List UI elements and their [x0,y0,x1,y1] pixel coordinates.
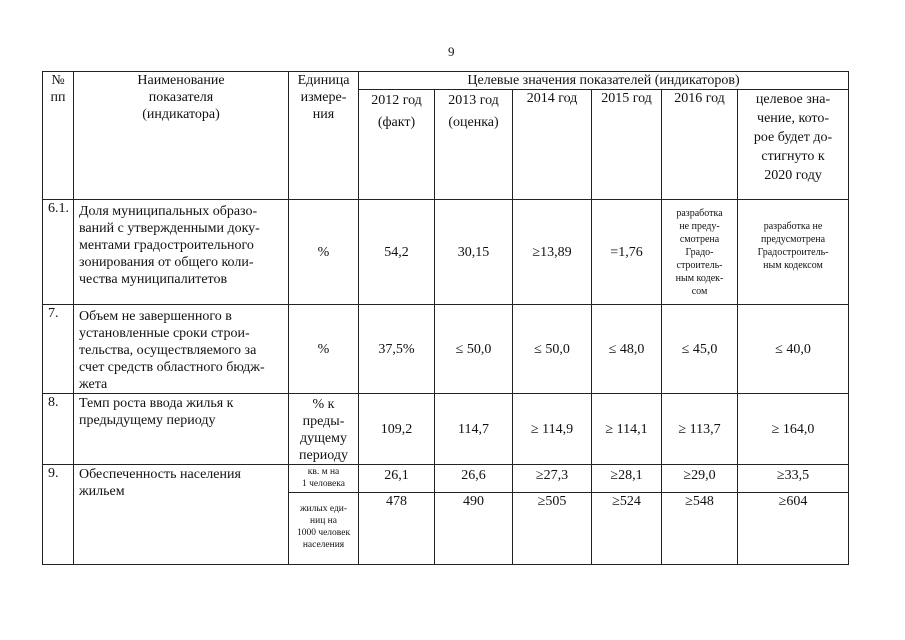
row-value-2016: ≥29,0 [662,465,738,493]
header-year-2015: 2015 год [592,90,662,200]
row-value-2014: ≥27,3 [513,465,592,493]
row-value-2016: ≥548 [662,493,738,565]
row-unit: % [289,305,359,394]
row-value-2014: ≥505 [513,493,592,565]
indicators-table [42,71,849,565]
row-value-2020: ≥33,5 [738,465,849,493]
row-value-2013: 26,6 [435,465,513,493]
page-number: 9 [448,44,455,59]
header-year-2016: 2016 год [662,90,738,200]
table-row [43,305,849,394]
header-name: Наименование показателя (индикатора) [74,72,289,200]
row-value-2015: ≥524 [592,493,662,565]
row-value-2014: ≤ 50,0 [513,305,592,394]
header-num: № пп [43,72,74,200]
row-value-2015: =1,76 [592,200,662,305]
header-unit: Единица измере- ния [289,72,359,200]
header-targets-group: Целевые значения показателей (индикаторов) [359,72,849,90]
row-value-2012: 54,2 [359,200,435,305]
row-unit: % к преды- дущему периоду [289,394,359,465]
row-value-2014: ≥ 114,9 [513,394,592,465]
row-value-2020: ≥604 [738,493,849,565]
row-unit: кв. м на 1 человека [289,465,359,493]
row-value-2013: 490 [435,493,513,565]
row-value-2012: 26,1 [359,465,435,493]
row-value-2016: ≥ 113,7 [662,394,738,465]
row-value-2016: разработка не преду- смотрена Градо- строитель- ным кодек- сом [662,200,738,305]
row-value-2012: 478 [359,493,435,565]
row-name: Объем не завершенного в установленные сроки строи- тельства, осуществляемого за счет средств областного бюдж- жета [74,305,289,394]
row-name: Доля муниципальных образо- ваний с утвержденными доку- ментами градостроительного зонирования от общего коли- чества муниципалитетов [74,200,289,305]
row-value-2020: разработка не предусмотрена Градостроитель- ным кодексом [738,200,849,305]
row-value-2015: ≥ 114,1 [592,394,662,465]
row-value-2013: ≤ 50,0 [435,305,513,394]
table-row [43,465,849,493]
row-value-2020: ≤ 40,0 [738,305,849,394]
header-year-2013: 2013 год (оценка) [435,90,513,200]
row-value-2012: 37,5% [359,305,435,394]
row-unit: % [289,200,359,305]
header-target-2020: целевое зна- чение, кото- рое будет до- стигнуто к 2020 году [738,90,849,200]
row-num: 6.1. [43,200,74,305]
table-row [43,394,849,465]
row-value-2015: ≥28,1 [592,465,662,493]
row-value-2012: 109,2 [359,394,435,465]
row-value-2013: 114,7 [435,394,513,465]
table-row [43,200,849,305]
row-num: 9. [43,465,74,565]
row-value-2016: ≤ 45,0 [662,305,738,394]
row-value-2013: 30,15 [435,200,513,305]
header-row [43,72,849,90]
row-unit: жилых еди- ниц на 1000 человек населения [289,493,359,565]
row-num: 8. [43,394,74,465]
row-value-2014: ≥13,89 [513,200,592,305]
row-name: Обеспеченность населения жильем [74,465,289,565]
row-num: 7. [43,305,74,394]
row-value-2020: ≥ 164,0 [738,394,849,465]
row-value-2015: ≤ 48,0 [592,305,662,394]
row-name: Темп роста ввода жилья к предыдущему периоду [74,394,289,465]
header-year-2012: 2012 год (факт) [359,90,435,200]
header-year-2014: 2014 год [513,90,592,200]
